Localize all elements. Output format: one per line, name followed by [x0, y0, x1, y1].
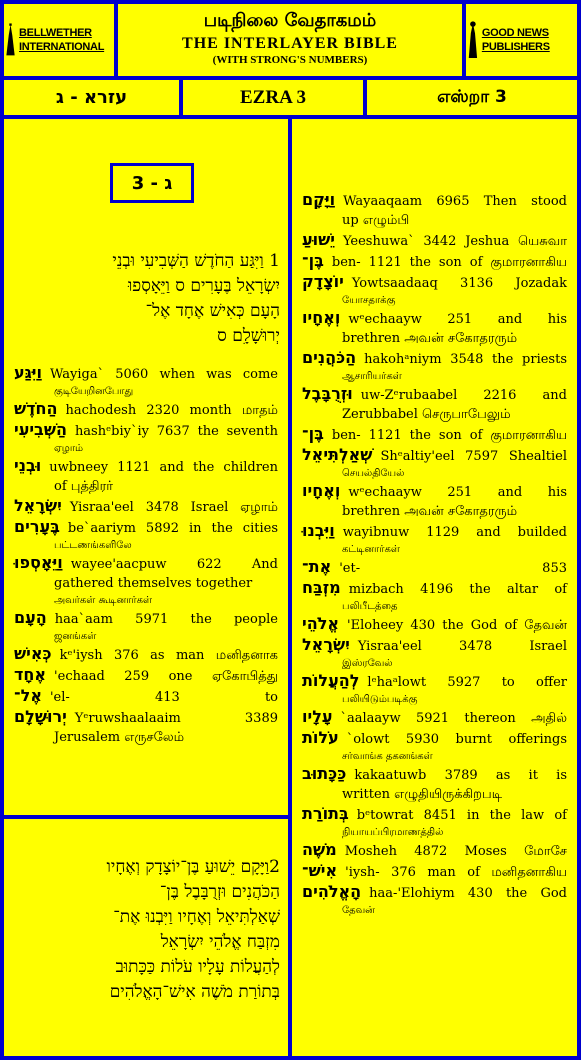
- title-tamil: படிநிலை வேதாகமம்: [203, 10, 377, 31]
- gloss-continuation: gathered themselves together: [54, 576, 253, 591]
- hebrew-word: אֶחָד: [14, 665, 47, 684]
- gloss-text: uw-Zᵉrubaabel 2216 and: [360, 388, 567, 403]
- word-entry: [302, 230, 567, 251]
- gloss-text: wᵉechaayw 251 and his: [348, 485, 567, 500]
- left-panel-verse1: [4, 119, 288, 815]
- gloss-text: Wayiga` 5060 when was come: [50, 367, 278, 382]
- word-entry: [14, 420, 278, 456]
- word-entry: [302, 557, 567, 578]
- right-panel: [292, 119, 577, 1056]
- gloss-text: 'echaad 259 one ஏகோபித்து: [54, 669, 278, 684]
- hebrew-word: יִשְׂרָאֵל: [14, 496, 62, 515]
- hebrew-word: יִשְׂרָאֵל: [302, 635, 350, 654]
- word-entry: [302, 578, 567, 614]
- hebrew-word: הָעָם: [14, 608, 47, 627]
- hebrew-word: הַכֹּהֲנִים: [302, 348, 357, 367]
- word-entry: [302, 728, 567, 764]
- word-entry: [302, 861, 567, 882]
- tamil-gloss: ஜனங்கள்: [54, 631, 97, 642]
- word-entry: [302, 614, 567, 635]
- hebrew-word: וַיֵּאָסְפוּ: [14, 553, 63, 572]
- word-entry: [14, 665, 278, 686]
- gloss-continuation: brethren அவன் சகோதரரும்: [342, 504, 518, 519]
- word-entry: [14, 363, 278, 399]
- tamil-gloss: யோசதாக்கு: [342, 295, 396, 306]
- hebrew-word: יֵשׁוּעַ: [302, 230, 335, 249]
- word-entry: [302, 804, 567, 840]
- gloss-text: wayibnuw 1129 and builded: [342, 525, 567, 540]
- hebrew-word: הָאֱלֹהִים: [302, 882, 362, 901]
- right-entry-list: [302, 190, 567, 918]
- word-entry: [302, 521, 567, 557]
- gloss-text: Yeeshuwa` 3442 Jeshua யெசுவா: [342, 234, 567, 249]
- hebrew-word: לְהַעֲלוֹת: [302, 671, 360, 690]
- hebrew-word: אֶת־: [302, 557, 332, 576]
- hebrew-word: וַיִּבְנוּ: [302, 521, 335, 540]
- gloss-text: ben- 1121 the son of குமாரனாகிய: [331, 428, 567, 443]
- tamil-gloss: இஸ்ரவேல்: [342, 658, 393, 669]
- gloss-text: Shᵉaltiy'eel 7597 Shealtiel: [380, 449, 567, 464]
- gloss-text: bᵉtowrat 8451 in the law of: [356, 808, 567, 823]
- gloss-text: kakaatuwb 3789 as it is: [354, 768, 567, 783]
- title-english: THE INTERLAYER BIBLE: [182, 35, 398, 52]
- hebrew-word: וְאֶחָיו: [302, 481, 341, 500]
- hebrew-word: אִישׁ־: [302, 861, 338, 880]
- gloss-text: be`aariym 5892 in the cities: [67, 521, 278, 536]
- word-entry: [14, 399, 278, 420]
- book-english: EZRA 3: [183, 80, 363, 115]
- tamil-gloss: நியாயப்பிரமாணத்தில்: [342, 827, 444, 838]
- gloss-continuation: of புத்திரர்: [54, 479, 114, 494]
- word-entry: [302, 635, 567, 671]
- tower-icon: [4, 12, 17, 68]
- gloss-text: kᵉ'iysh 376 as man மனிதனாக: [59, 648, 278, 663]
- gloss-continuation: up எழும்பி: [342, 213, 410, 228]
- gloss-text: ben- 1121 the son of குமாரனாகிய: [331, 255, 567, 270]
- hebrew-word: וּבְנֵי: [14, 456, 42, 475]
- word-entry: [302, 445, 567, 481]
- tamil-gloss: பட்டணங்களிலே: [54, 540, 132, 551]
- bellwether-logo-text: BELLWETHER INTERNATIONAL: [19, 27, 105, 53]
- goodnews-logo-text: GOOD NEWS PUBLISHERS: [481, 27, 550, 53]
- hebrew-word: עָלָיו: [302, 707, 333, 726]
- hebrew-word: הַשְּׁבִיעִי: [14, 420, 67, 439]
- title-box: [118, 4, 462, 76]
- gloss-text: mizbach 4196 the altar of: [348, 582, 567, 597]
- hebrew-word: וּזְרֻבָּבֶל: [302, 384, 353, 403]
- word-entry: [302, 764, 567, 804]
- gloss-text: Mosheh 4872 Moses மோசே: [344, 844, 567, 859]
- word-entry: [302, 840, 567, 861]
- hebrew-word: יְרוּשָׁלִָם: [14, 707, 67, 726]
- word-entry: [302, 308, 567, 348]
- word-entry: [302, 671, 567, 707]
- subtitle: (WITH STRONG'S NUMBERS): [212, 54, 368, 66]
- hebrew-word: כְּאִישׁ: [14, 644, 52, 663]
- gloss-text: wayee'aacpuw 622 And: [70, 557, 278, 572]
- hebrew-word: בֶּן־: [302, 424, 324, 443]
- word-entry: [14, 517, 278, 553]
- word-entry: [14, 456, 278, 496]
- hebrew-word: מִזְבַּח: [302, 578, 341, 597]
- bellwether-logo-box: [4, 4, 114, 76]
- gloss-continuation: brethren அவன் சகோதரரும்: [342, 331, 518, 346]
- gloss-text: 'iysh- 376 man of மனிதனாகிய: [345, 865, 567, 880]
- tamil-gloss: ஆசாரியர்கள்: [342, 371, 402, 382]
- tamil-gloss: அவர்கள் கூடினார்கள்: [54, 595, 153, 606]
- gloss-text: `olowt 5930 burnt offerings: [346, 732, 567, 747]
- hebrew-word: וְאֶחָיו: [302, 308, 341, 327]
- gloss-text: `aalaayw 5921 thereon அதில்: [340, 711, 567, 726]
- word-entry: [14, 553, 278, 608]
- tamil-gloss: குடியேறினபோது: [54, 386, 134, 397]
- hebrew-word: יוֹצָדָק: [302, 272, 344, 291]
- gloss-text: hachodesh 2320 month மாதம்: [65, 403, 278, 418]
- word-entry: [302, 190, 567, 230]
- word-entry: [302, 348, 567, 384]
- gloss-text: Yowtsaadaaq 3136 Jozadak: [351, 276, 567, 291]
- hebrew-word: מֹשֶׁה: [302, 840, 337, 859]
- hebrew-word: בֶּעָרִים: [14, 517, 60, 536]
- hebrew-word: הַחֹדֶשׁ: [14, 399, 58, 418]
- hebrew-word: כַּכָּתוּב: [302, 764, 347, 783]
- hebrew-word: בֶּן־: [302, 251, 324, 270]
- tamil-gloss: செயல்தியேல்: [342, 468, 405, 479]
- word-entry: [14, 496, 278, 517]
- word-entry: [302, 384, 567, 424]
- gloss-text: 'et- 853: [339, 561, 567, 576]
- word-entry: [302, 481, 567, 521]
- gloss-continuation: written எழுதியிருக்கிறபடி: [342, 787, 503, 802]
- word-entry: [302, 882, 567, 918]
- gloss-text: lᵉhaᵃlowt 5927 to offer: [367, 675, 567, 690]
- word-entry: [302, 251, 567, 272]
- gloss-text: 'el- 413 to: [49, 690, 278, 705]
- gloss-text: haa`aam 5971 the people: [54, 612, 278, 627]
- gloss-text: wᵉechaayw 251 and his: [348, 312, 567, 327]
- hebrew-word: שְׁאַלְתִּיאֵל: [302, 445, 373, 464]
- word-entry: [302, 272, 567, 308]
- goodnews-logo-box: [466, 4, 577, 76]
- hebrew-word: אֶל־: [14, 686, 42, 705]
- word-entry: [302, 707, 567, 728]
- verse2-hebrew: 2וַיָּקָם יֵשׁוּעַ בֶּן־יוֹצָדָק וְאֶחָיו הַכֹּהֲנִים וּזְרֻבָּבֶל בֶּן־ שְׁאַלְתִּיאֵל וְאֶחָיו וַיִּבְנוּ אֶת־ מִזְבַּח אֱלֹהֵי יִשְׂרָאֵל לְהַעֲלוֹת עָלָיו עֹלוֹת כַּכָּתוּב בְּתוֹרַת מֹשֶׁה אִישׁ־הָאֱלֹהִים: [106, 857, 280, 1002]
- gloss-text: uwbneey 1121 and the children: [49, 460, 278, 475]
- gloss-text: Yisraa'eel 3478 Israel: [357, 639, 567, 654]
- hebrew-word: בְּתוֹרַת: [302, 804, 349, 823]
- left-entry-list: [14, 363, 278, 747]
- book-hebrew: עזרא - ג: [4, 80, 179, 115]
- chapter-label: ג - 3: [110, 163, 194, 203]
- word-entry: [14, 644, 278, 665]
- gloss-continuation: Zerubbabel செருபாபேலும்: [342, 407, 511, 422]
- gloss-continuation: Jerusalem எருசலேம்: [54, 730, 185, 745]
- tamil-gloss: பலியிடும்படிக்கு: [342, 694, 418, 705]
- tamil-gloss: கட்டினார்கள்: [342, 544, 400, 555]
- word-entry: [14, 608, 278, 644]
- tamil-gloss: தேவன்: [342, 905, 375, 916]
- book-tamil: எஸ்றா 3: [367, 80, 577, 115]
- gloss-text: hakohᵃniym 3548 the priests: [364, 352, 567, 367]
- hebrew-word: עֹלוֹת: [302, 728, 339, 747]
- word-entry: [14, 707, 278, 747]
- gloss-text: Yᵉruwshaalaaim 3389: [74, 711, 278, 726]
- word-entry: [14, 686, 278, 707]
- hebrew-word: אֱלֹהֵי: [302, 614, 340, 633]
- word-entry: [302, 424, 567, 445]
- gloss-text: Wayaaqaam 6965 Then stood: [343, 194, 567, 209]
- gloss-text: haa-'Elohiym 430 the God: [369, 886, 567, 901]
- left-panel-verse2: [4, 819, 288, 1056]
- gloss-text: Yisraa'eel 3478 Israel ஏழாம்: [69, 500, 278, 515]
- tamil-gloss: சர்வாங்க தகனங்கள்: [342, 751, 433, 762]
- hebrew-word: וַיָּקָם: [302, 190, 336, 209]
- verse1-hebrew: 1 וַיִּגַּע הַחֹדֶשׁ הַשְּׁבִיעִי וּבְנֵי יִשְׂרָאֵל בֶּעָרִים ס וַיֵּאָסְפוּ הָעָם כְּאִישׁ אֶחָד אֶל־ יְרוּשָׁלִָם ס: [112, 251, 280, 346]
- hebrew-word: וַיִּגַּע: [14, 363, 43, 382]
- torch-icon: [466, 12, 480, 68]
- tamil-gloss: ஏழாம்: [54, 443, 84, 454]
- tamil-gloss: பலிபீடத்தை: [342, 601, 398, 612]
- gloss-text: 'Eloheey 430 the God of தேவன்: [347, 618, 567, 633]
- gloss-text: hashᵉbiy`iy 7637 the seventh: [74, 424, 278, 439]
